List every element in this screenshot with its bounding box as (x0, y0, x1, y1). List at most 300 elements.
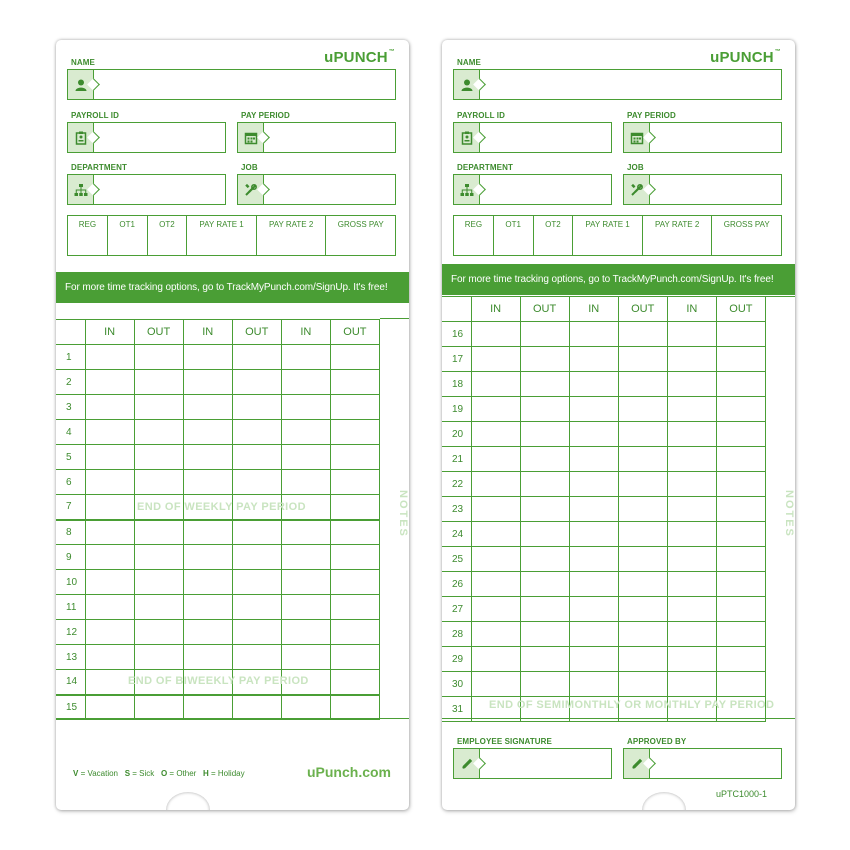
notes-label: NOTES (397, 490, 409, 538)
pay-col-ot2[interactable]: OT2 (148, 216, 188, 255)
pay-col-gross[interactable]: GROSS PAY (337, 220, 384, 229)
day-number: 31 (442, 697, 471, 722)
header-in: IN (569, 297, 618, 322)
punch-out-cell[interactable] (520, 522, 569, 547)
punch-out-cell[interactable] (520, 397, 569, 422)
pay-col-ot1[interactable]: OT1 (494, 216, 534, 255)
punch-out-cell[interactable] (618, 322, 667, 347)
table-row (56, 395, 380, 420)
table-row (442, 472, 766, 497)
punch-in-cell[interactable] (667, 347, 716, 372)
punch-in-cell[interactable] (667, 422, 716, 447)
punch-in-cell[interactable] (667, 572, 716, 597)
table-row (442, 497, 766, 522)
id-badge-icon (454, 123, 480, 152)
punch-in-cell[interactable] (281, 395, 330, 420)
punch-in-cell[interactable] (183, 520, 232, 545)
punch-out-cell[interactable] (716, 497, 765, 522)
punch-out-cell[interactable] (134, 520, 183, 545)
punch-in-cell[interactable] (85, 670, 134, 695)
payroll-id-field[interactable] (453, 122, 612, 153)
table-row (56, 470, 380, 495)
pay-period-field[interactable] (237, 122, 396, 153)
punch-in-cell[interactable] (471, 522, 520, 547)
punch-in-cell[interactable] (569, 572, 618, 597)
calendar-icon (238, 123, 264, 152)
day-number: 5 (56, 445, 85, 470)
payroll-id-label: PAYROLL ID (71, 111, 119, 120)
punch-in-cell[interactable] (667, 372, 716, 397)
punch-grid-front (56, 319, 380, 720)
punch-out-cell[interactable] (618, 447, 667, 472)
time-card-front (56, 40, 409, 810)
punch-in-cell[interactable] (85, 370, 134, 395)
header-in: IN (471, 297, 520, 322)
punch-in-cell[interactable] (569, 522, 618, 547)
table-row (56, 445, 380, 470)
punch-out-cell[interactable] (330, 520, 379, 545)
punch-in-cell[interactable] (471, 672, 520, 697)
punch-out-cell[interactable] (716, 347, 765, 372)
punch-in-cell[interactable] (281, 620, 330, 645)
punch-out-cell[interactable] (330, 420, 379, 445)
punch-in-cell[interactable] (471, 647, 520, 672)
punch-in-cell[interactable] (569, 322, 618, 347)
pay-col-reg[interactable]: REG (68, 216, 108, 255)
table-row (56, 520, 380, 545)
pay-period-label: PAY PERIOD (241, 111, 290, 120)
punch-in-cell[interactable] (281, 545, 330, 570)
biweekly-period-watermark: END OF BIWEEKLY PAY PERIOD (128, 675, 309, 687)
punch-in-cell[interactable] (183, 570, 232, 595)
table-row (56, 695, 380, 720)
punch-in-cell[interactable] (183, 370, 232, 395)
org-chart-icon (454, 175, 480, 204)
department-field[interactable] (453, 174, 612, 205)
job-label: JOB (241, 163, 258, 172)
punch-in-cell[interactable] (183, 445, 232, 470)
punch-in-cell[interactable] (85, 570, 134, 595)
punch-in-cell[interactable] (569, 422, 618, 447)
approved-by-label: APPROVED BY (627, 737, 687, 746)
punch-in-cell[interactable] (471, 372, 520, 397)
day-number: 7 (56, 495, 85, 520)
punch-in-cell[interactable] (85, 495, 134, 520)
punch-in-cell[interactable] (569, 447, 618, 472)
table-row (442, 522, 766, 547)
punch-out-cell[interactable] (618, 497, 667, 522)
punch-out-cell[interactable] (232, 620, 281, 645)
punch-out-cell[interactable] (330, 695, 379, 720)
payroll-id-field[interactable] (67, 122, 226, 153)
punch-in-cell[interactable] (281, 570, 330, 595)
name-label: NAME (71, 58, 95, 67)
punch-in-cell[interactable] (281, 695, 330, 720)
table-row (56, 645, 380, 670)
pay-col-ot1[interactable]: OT1 (108, 216, 148, 255)
punch-out-cell[interactable] (330, 545, 379, 570)
punch-out-cell[interactable] (232, 520, 281, 545)
punch-out-cell[interactable] (134, 395, 183, 420)
punch-out-cell[interactable] (330, 370, 379, 395)
punch-in-cell[interactable] (667, 447, 716, 472)
punch-in-cell[interactable] (471, 397, 520, 422)
job-field[interactable] (623, 174, 782, 205)
punch-in-cell[interactable] (667, 497, 716, 522)
table-row (442, 422, 766, 447)
punch-out-cell[interactable] (330, 670, 379, 695)
punch-out-cell[interactable] (716, 597, 765, 622)
punch-in-cell[interactable] (569, 472, 618, 497)
notes-label: NOTES (783, 490, 795, 538)
header-out: OUT (618, 297, 667, 322)
day-number: 27 (442, 597, 471, 622)
name-label: NAME (457, 58, 481, 67)
punch-in-cell[interactable] (85, 395, 134, 420)
punch-out-cell[interactable] (618, 472, 667, 497)
name-field[interactable] (67, 69, 396, 100)
punch-in-cell[interactable] (183, 470, 232, 495)
promo-banner: For more time tracking options, go to TrackMyPunch.com/SignUp. It's free! (56, 272, 409, 303)
punch-in-cell[interactable] (569, 397, 618, 422)
pay-col-ot2[interactable]: OT2 (534, 216, 574, 255)
punch-in-cell[interactable] (183, 695, 232, 720)
day-number: 11 (56, 595, 85, 620)
table-row (56, 595, 380, 620)
punch-in-cell[interactable] (569, 622, 618, 647)
punch-out-cell[interactable] (716, 522, 765, 547)
punch-out-cell[interactable] (618, 672, 667, 697)
punch-out-cell[interactable] (716, 372, 765, 397)
day-number: 20 (442, 422, 471, 447)
job-label: JOB (627, 163, 644, 172)
day-number: 1 (56, 345, 85, 370)
bottom-rule (442, 718, 795, 719)
upunch-logo: uPUNCH™ (710, 49, 781, 66)
punch-out-cell[interactable] (134, 645, 183, 670)
punch-out-cell[interactable] (134, 595, 183, 620)
punch-in-cell[interactable] (667, 547, 716, 572)
punch-out-cell[interactable] (716, 622, 765, 647)
header-out: OUT (232, 320, 281, 345)
day-number: 10 (56, 570, 85, 595)
punch-in-cell[interactable] (667, 672, 716, 697)
punch-out-cell[interactable] (232, 445, 281, 470)
day-number: 23 (442, 497, 471, 522)
day-number: 9 (56, 545, 85, 570)
punch-out-cell[interactable] (232, 595, 281, 620)
punch-in-cell[interactable] (85, 420, 134, 445)
punch-in-cell[interactable] (183, 420, 232, 445)
pay-col-rate1[interactable]: PAY RATE 1 (187, 216, 257, 255)
time-card-back (442, 40, 795, 810)
punch-in-cell[interactable] (667, 522, 716, 547)
punch-out-cell[interactable] (134, 370, 183, 395)
website-url: uPunch.com (306, 764, 391, 780)
table-row (56, 570, 380, 595)
punch-in-cell[interactable] (471, 322, 520, 347)
punch-out-cell[interactable] (618, 572, 667, 597)
punch-in-cell[interactable] (471, 497, 520, 522)
day-number: 24 (442, 522, 471, 547)
punch-in-cell[interactable] (471, 422, 520, 447)
punch-out-cell[interactable] (716, 672, 765, 697)
punch-out-cell[interactable] (618, 597, 667, 622)
day-number: 14 (56, 670, 85, 695)
punch-out-cell[interactable] (716, 447, 765, 472)
header-out: OUT (716, 297, 765, 322)
table-row (442, 322, 766, 347)
pay-col-rate2[interactable]: PAY RATE 2 (643, 216, 713, 255)
department-label: DEPARTMENT (457, 163, 513, 172)
table-row (56, 420, 380, 445)
pay-col-reg[interactable]: REG (454, 216, 494, 255)
punch-in-cell[interactable] (471, 622, 520, 647)
punch-out-cell[interactable] (134, 345, 183, 370)
punch-out-cell[interactable] (232, 395, 281, 420)
punch-out-cell[interactable] (232, 345, 281, 370)
absence-legend: V = Vacation S = Sick O = Other H = Holiday (73, 769, 245, 778)
department-label: DEPARTMENT (71, 163, 127, 172)
punch-in-cell[interactable] (85, 470, 134, 495)
punch-out-cell[interactable] (520, 422, 569, 447)
punch-out-cell[interactable] (330, 595, 379, 620)
punch-in-cell[interactable] (183, 545, 232, 570)
punch-in-cell[interactable] (85, 645, 134, 670)
punch-out-cell[interactable] (618, 647, 667, 672)
day-number: 17 (442, 347, 471, 372)
punch-in-cell[interactable] (281, 445, 330, 470)
punch-in-cell[interactable] (281, 595, 330, 620)
day-number: 4 (56, 420, 85, 445)
table-row (56, 545, 380, 570)
punch-in-cell[interactable] (183, 395, 232, 420)
payroll-id-label: PAYROLL ID (457, 111, 505, 120)
table-row (442, 647, 766, 672)
header-in: IN (183, 320, 232, 345)
punch-out-cell[interactable] (330, 470, 379, 495)
punch-out-cell[interactable] (716, 547, 765, 572)
day-number: 15 (56, 695, 85, 720)
day-number: 22 (442, 472, 471, 497)
pay-col-rate1[interactable]: PAY RATE 1 (573, 216, 643, 255)
pencil-icon (624, 749, 650, 778)
pay-period-field[interactable] (623, 122, 782, 153)
punch-out-cell[interactable] (330, 495, 379, 520)
punch-in-cell[interactable] (471, 572, 520, 597)
day-number: 26 (442, 572, 471, 597)
punch-out-cell[interactable] (716, 572, 765, 597)
punch-out-cell[interactable] (330, 445, 379, 470)
punch-out-cell[interactable] (618, 522, 667, 547)
punch-out-cell[interactable] (520, 347, 569, 372)
user-icon (68, 70, 94, 99)
punch-out-cell[interactable] (716, 397, 765, 422)
punch-out-cell[interactable] (330, 620, 379, 645)
card-notch (642, 792, 686, 810)
punch-in-cell[interactable] (85, 595, 134, 620)
punch-in-cell[interactable] (85, 345, 134, 370)
punch-out-cell[interactable] (330, 345, 379, 370)
name-field[interactable] (453, 69, 782, 100)
punch-out-cell[interactable] (134, 570, 183, 595)
punch-grid-back (442, 296, 766, 722)
punch-out-cell[interactable] (520, 322, 569, 347)
pencil-icon (454, 749, 480, 778)
punch-out-cell[interactable] (618, 422, 667, 447)
punch-out-cell[interactable] (134, 470, 183, 495)
punch-out-cell[interactable] (716, 472, 765, 497)
punch-out-cell[interactable] (520, 622, 569, 647)
pay-summary-grid (67, 215, 396, 256)
punch-out-cell[interactable] (134, 695, 183, 720)
semimonthly-period-watermark: END OF SEMIMONTHLY OR MONTHLY PAY PERIOD (489, 699, 775, 711)
punch-in-cell[interactable] (569, 597, 618, 622)
punch-out-cell[interactable] (134, 420, 183, 445)
job-field[interactable] (237, 174, 396, 205)
punch-in-cell[interactable] (183, 345, 232, 370)
punch-out-cell[interactable] (618, 547, 667, 572)
punch-out-cell[interactable] (330, 645, 379, 670)
punch-out-cell[interactable] (330, 395, 379, 420)
table-row (442, 372, 766, 397)
header-in: IN (667, 297, 716, 322)
punch-out-cell[interactable] (520, 672, 569, 697)
punch-in-cell[interactable] (667, 622, 716, 647)
day-number: 3 (56, 395, 85, 420)
approved-by-field[interactable] (623, 748, 782, 779)
day-number: 12 (56, 620, 85, 645)
punch-in-cell[interactable] (85, 620, 134, 645)
punch-out-cell[interactable] (520, 472, 569, 497)
punch-in-cell[interactable] (667, 647, 716, 672)
punch-out-cell[interactable] (618, 372, 667, 397)
table-row (442, 547, 766, 572)
punch-out-cell[interactable] (618, 622, 667, 647)
punch-out-cell[interactable] (618, 347, 667, 372)
punch-in-cell[interactable] (281, 520, 330, 545)
punch-in-cell[interactable] (471, 447, 520, 472)
punch-out-cell[interactable] (232, 420, 281, 445)
punch-in-cell[interactable] (569, 347, 618, 372)
punch-in-cell[interactable] (569, 497, 618, 522)
punch-out-cell[interactable] (520, 547, 569, 572)
punch-out-cell[interactable] (232, 570, 281, 595)
punch-out-cell[interactable] (134, 620, 183, 645)
punch-in-cell[interactable] (183, 595, 232, 620)
weekly-period-watermark: END OF WEEKLY PAY PERIOD (137, 501, 306, 513)
form-code: uPTC1000-1 (715, 789, 767, 799)
punch-out-cell[interactable] (520, 597, 569, 622)
table-row (56, 345, 380, 370)
punch-in-cell[interactable] (471, 472, 520, 497)
punch-out-cell[interactable] (520, 372, 569, 397)
punch-out-cell[interactable] (716, 422, 765, 447)
table-row (56, 620, 380, 645)
punch-out-cell[interactable] (520, 497, 569, 522)
punch-out-cell[interactable] (232, 545, 281, 570)
header-out: OUT (520, 297, 569, 322)
punch-in-cell[interactable] (183, 620, 232, 645)
day-number: 28 (442, 622, 471, 647)
org-chart-icon (68, 175, 94, 204)
punch-out-cell[interactable] (330, 570, 379, 595)
header-out: OUT (330, 320, 379, 345)
punch-out-cell[interactable] (232, 370, 281, 395)
table-row (442, 397, 766, 422)
punch-in-cell[interactable] (281, 645, 330, 670)
punch-out-cell[interactable] (520, 572, 569, 597)
punch-in-cell[interactable] (569, 647, 618, 672)
day-number: 13 (56, 645, 85, 670)
punch-in-cell[interactable] (85, 695, 134, 720)
punch-out-cell[interactable] (520, 447, 569, 472)
punch-in-cell[interactable] (471, 597, 520, 622)
user-icon (454, 70, 480, 99)
punch-out-cell[interactable] (618, 397, 667, 422)
card-notch (166, 792, 210, 810)
day-number: 2 (56, 370, 85, 395)
punch-out-cell[interactable] (232, 470, 281, 495)
pay-col-rate2[interactable]: PAY RATE 2 (257, 216, 327, 255)
table-row (442, 672, 766, 697)
punch-in-cell[interactable] (667, 322, 716, 347)
employee-signature-field[interactable] (453, 748, 612, 779)
punch-in-cell[interactable] (667, 597, 716, 622)
punch-in-cell[interactable] (281, 470, 330, 495)
employee-signature-label: EMPLOYEE SIGNATURE (457, 737, 552, 746)
punch-in-cell[interactable] (183, 645, 232, 670)
day-number: 6 (56, 470, 85, 495)
pay-col-gross[interactable]: GROSS PAY (723, 220, 770, 229)
punch-in-cell[interactable] (85, 545, 134, 570)
punch-in-cell[interactable] (569, 672, 618, 697)
day-number: 18 (442, 372, 471, 397)
punch-in-cell[interactable] (281, 420, 330, 445)
punch-in-cell[interactable] (281, 370, 330, 395)
department-field[interactable] (67, 174, 226, 205)
id-badge-icon (68, 123, 94, 152)
table-row (442, 447, 766, 472)
header-in: IN (281, 320, 330, 345)
punch-in-cell[interactable] (85, 445, 134, 470)
punch-in-cell[interactable] (667, 472, 716, 497)
punch-out-cell[interactable] (134, 545, 183, 570)
day-number: 30 (442, 672, 471, 697)
tools-icon (624, 175, 650, 204)
punch-in-cell[interactable] (281, 345, 330, 370)
day-number: 16 (442, 322, 471, 347)
punch-out-cell[interactable] (716, 322, 765, 347)
upunch-logo: uPUNCH™ (324, 49, 395, 66)
day-number: 29 (442, 647, 471, 672)
pay-summary-grid (453, 215, 782, 256)
punch-out-cell[interactable] (232, 695, 281, 720)
punch-in-cell[interactable] (85, 520, 134, 545)
punch-in-cell[interactable] (471, 547, 520, 572)
punch-out-cell[interactable] (134, 445, 183, 470)
punch-in-cell[interactable] (569, 372, 618, 397)
calendar-icon (624, 123, 650, 152)
header-out: OUT (134, 320, 183, 345)
punch-in-cell[interactable] (569, 547, 618, 572)
punch-out-cell[interactable] (716, 647, 765, 672)
bottom-rule (56, 718, 409, 719)
punch-out-cell[interactable] (232, 645, 281, 670)
punch-in-cell[interactable] (471, 347, 520, 372)
punch-out-cell[interactable] (520, 647, 569, 672)
punch-in-cell[interactable] (667, 397, 716, 422)
